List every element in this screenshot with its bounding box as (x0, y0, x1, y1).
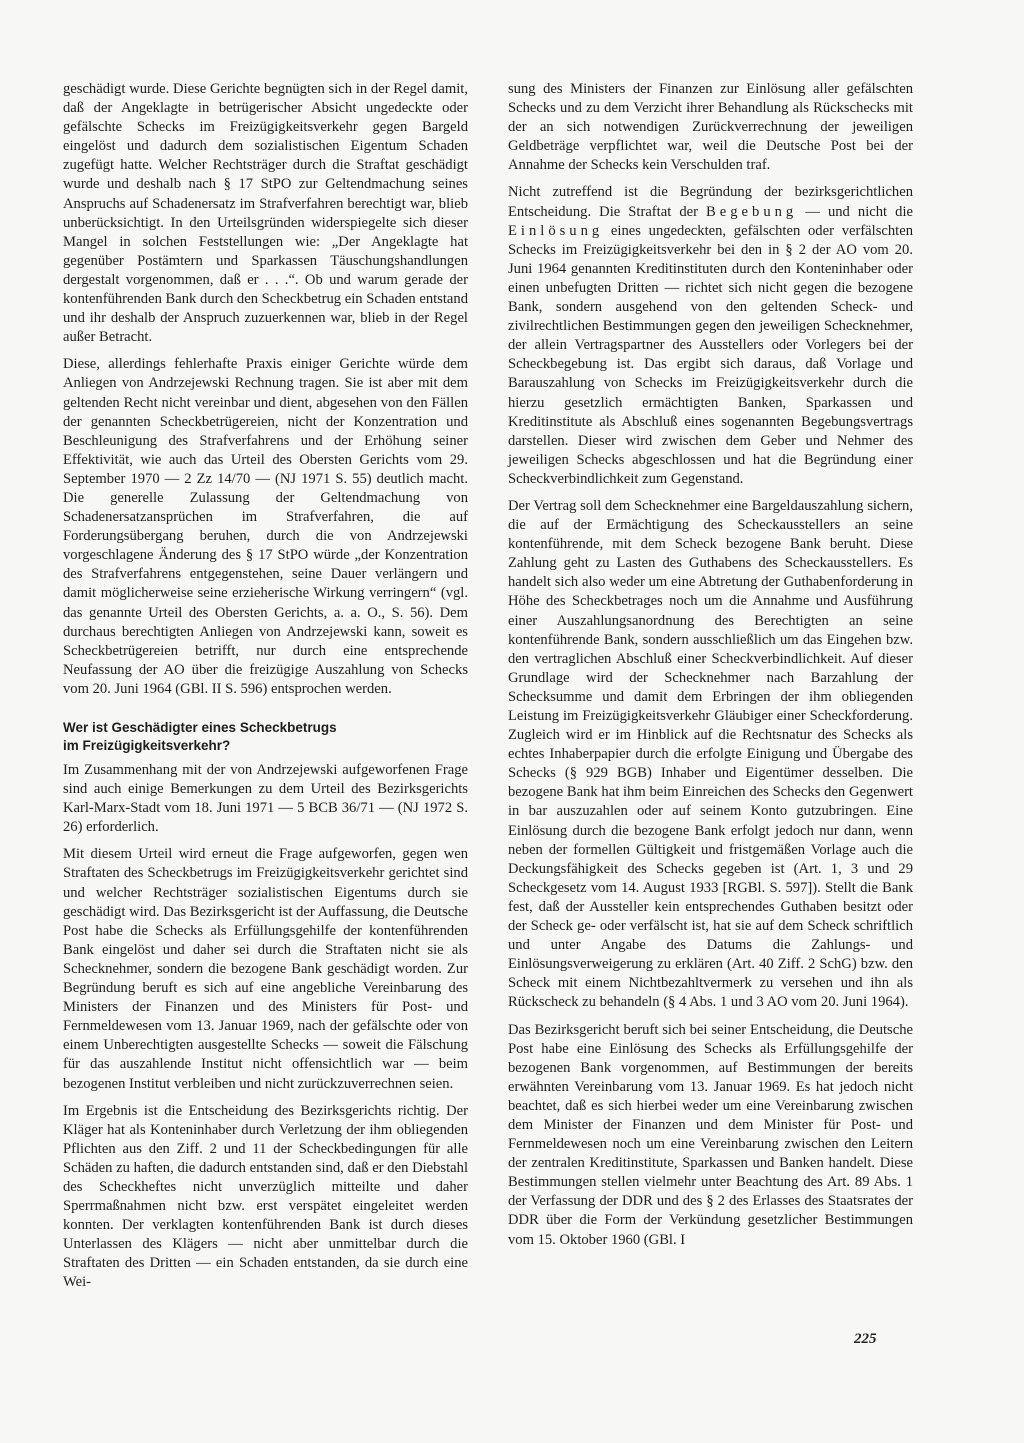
section-heading-line: im Freizügigkeitsverkehr? (63, 738, 231, 753)
paragraph-text: Nicht zutreffend ist die Begründung der bezirksgerichtlichen Entscheidung. Die Straftat der (508, 184, 913, 220)
page-number: 225 (854, 1331, 877, 1347)
emphasized-term: Einlösung (508, 222, 604, 239)
paragraph (508, 183, 913, 489)
paragraph: sung des Ministers der Finanzen zur Einlösung aller gefälschten Schecks und zu dem Verzicht ihrer Behandlung als Rückschecks mit der an sich notwendigen Zurückverrechnung der jeweiligen Geldbeträge verpflichtet war, weil die Deutsche Post bei der Annahme der Schecks kein Verschulden traf. (508, 81, 913, 174)
section-heading (63, 719, 468, 755)
right-column (508, 80, 913, 1258)
paragraph: Mit diesem Urteil wird erneut die Frage aufgeworfen, gegen wen Straftaten des Scheckbetrugs im Freizügigkeitsverkehr gerichtet sind und welcher Rechtsträger sozialistischen Eigentums durch sie geschädigt wird. Das Bezirksgericht ist der Auffassung, die Deutsche Post habe die Schecks als Erfüllungsgehilfe der kontenführenden Bank eingelöst und daher sei durch die Straftaten nicht sie als Schecknehmer, sondern die bezogene Bank geschädigt worden. Zur Begründung beruft es sich auf eine angebliche Vereinbarung des Ministers der Finanzen und des Ministers für Post- und Fernmeldewesen vom 13. Januar 1969, nach der gefälschte oder von einem Unberechtigten ausgestellte Schecks — soweit die Fälschung für das auszahlende Institut nicht offensichtlich war — beim bezogenen Institut verbleiben und nicht zurückzuverrechnen seien. (63, 846, 468, 1092)
paragraph: Im Ergebnis ist die Entscheidung des Bezirksgerichts richtig. Der Kläger hat als Konteninhaber durch Verletzung der ihm obliegenden Pflichten aus den Ziff. 2 und 11 der Scheckbedingungen für alle Schäden zu haften, die dadurch entstanden sind, daß er den Diebstahl des Scheckheftes nicht unverzüglich mitteilte und daher Sperrmaßnahmen nicht bzw. erst verspätet eingeleitet werden konnten. Der verklagten kontenführenden Bank ist durch dieses Unterlassen des Klägers — nicht aber unmittelbar durch die Straftaten des Dritten — ein Schaden entstanden, da sie durch eine Wei- (63, 1102, 468, 1291)
paragraph-text: — und nicht die (797, 203, 913, 220)
paragraph: geschädigt wurde. Diese Gerichte begnügten sich in der Regel damit, daß der Angeklagte in betrügerischer Absicht ungedeckte oder gefälschte Schecks im Freizügigkeitsverkehr gegen Bargeld eingelöst und dadurch dem sozialistischen Eigentum Schaden zugefügt hatte. Welcher Rechtsträger durch die Straftat geschädigt wurde und deshalb nach § 17 StPO zur Geltendmachung seines Anspruchs auf Schadenersatz im Strafverfahren berechtigt war, blieb unberücksichtigt. In den Urteilsgründen widerspiegelte sich dieser Mangel in solchen Feststellungen wie: „Der Angeklagte hat gegenüber Postämtern und Sparkassen Täuschungshandlungen dergestalt vorgenommen, daß er . . .“. Ob und warum gerade der kontenführenden Bank durch den Scheckbetrug ein Schaden entstand und ihr deshalb der Anspruch zuzuerkennen war, blieb in der Regel außer Betracht. (63, 81, 468, 346)
emphasized-term: Begebung (706, 203, 798, 220)
paragraph-text: eines ungedeckten, gefälschten oder verfälschten Schecks im Freizügigkeitsverkehr bei den in § 2 der AO vom 20. Juni 1964 genannten Kreditinstituten durch den Konteninhaber oder einen unbefugten Dritten — richtet sich nicht gegen die bezogene Bank, sondern ausgehend von den geltenden Scheck- und zivilrechtlichen Bestimmungen gegen den jeweiligen Schecknehmer, der allein Vertragspartner des Ausstellers oder Vorlegers bei der Scheckbegebung ist. Das ergibt sich daraus, daß Vorlage und Barauszahlung von Schecks im Freizügigkeitsverkehr durch die hierzu gesetzlich ermächtigten Banken, Sparkassen und Kreditinstitute als Abschluß eines sogenannten Begebungsvertrags darstellen. Dieser wird zwischen dem Geber und Nehmer des jeweiligen Schecks abgeschlossen und hat die Begründung einer Scheckverbindlichkeit zum Gegenstand. (508, 222, 913, 487)
paragraph: Diese, allerdings fehlerhafte Praxis einiger Gerichte würde dem Anliegen von Andrzejewski Rechnung tragen. Sie ist aber mit dem geltenden Recht nicht vereinbar und dient, abgesehen von den Fällen der genannten Scheckbetrügereien, nicht der Konzentration und Beschleunigung des Strafverfahrens und der Erhöhung seiner Effektivität, wie auch das Urteil des Obersten Gerichts vom 29. September 1970 — 2 Zz 14/70 — (NJ 1971 S. 55) deutlich macht. Die generelle Zulassung der Geltendmachung von Schadenersatzansprüchen im Strafverfahren, die auf Forderungsübergang beruhen, durch die von Andrzejewski vorgeschlagene Änderung des § 17 StPO würde „der Konzentration des Strafverfahrens entgegenstehen, seine Dauer verlängern und damit möglicherweise seine erzieherische Wirkung verringern“ (vgl. das genannte Urteil des Obersten Gerichts, a. a. O., S. 56). Dem durchaus berechtigten Anliegen von Andrzejewski kann, soweit es Scheckbetrügereien betrifft, nur durch eine entsprechende Neufassung der AO über die freizügige Auszahlung von Schecks vom 20. Juni 1964 (GBl. II S. 596) entsprochen werden. (63, 356, 468, 697)
paragraph: Der Vertrag soll dem Schecknehmer eine Bargeldauszahlung sichern, die auf der Ermächtigung des Scheckausstellers an seine kontenführende, mit dem Scheck bezogene Bank beruht. Diese Zahlung geht zu Lasten des Guthabens des Scheckausstellers. Es handelt sich also weder um eine Abtretung der Guthabenforderung in Höhe des Scheckbetrages noch um die Annahme und Ausführung einer Auszahlungsanordnung des Berechtigten an seine kontenführende Bank, sondern ausschließlich um das Eingehen bzw. den vertraglichen Abschluß einer Scheckverbindlichkeit. Auf dieser Grundlage wird der Schecknehmer nach Barzahlung der Schecksumme und damit dem Erbringen der ihm obliegenden Leistung im Freizügigkeitsverkehr Gläubiger einer Scheckforderung. Zugleich wird er im Hinblick auf die Rechtsnatur des Schecks als echtes Inhaberpapier durch die erfolgte Einigung und Übergabe des Schecks (§ 929 BGB) Inhaber und Eigentümer desselben. Die bezogene Bank hat ihm beim Einreichen des Schecks den Gegenwert in bar auszuzahlen oder auf seinem Konto gutzubringen. Eine Einlösung durch die bezogene Bank erfolgt jedoch nur dann, wenn neben der formellen Gültigkeit und fristgemäßen Vorlage auch die Deckungsfähigkeit des Schecks gegeben ist (Art. 1, 3 und 29 Scheckgesetz vom 14. August 1933 [RGBl. S. 597]). Stellt die Bank fest, daß der Aussteller kein entsprechendes Guthaben besitzt oder der Scheck ge- oder verfälscht ist, hat sie auf dem Scheck schriftlich und unter Angabe des Datums die Zahlungs- und Einlösungsverweigerung zu erklären (Art. 40 Ziff. 2 SchG) bzw. den Scheck mit einem Nichtbezahltvermerk zu versehen und ihn als Rückscheck zu behandeln (§ 4 Abs. 1 und 3 AO vom 20. Juni 1964). (508, 497, 913, 1011)
paragraph: Im Zusammenhang mit der von Andrzejewski aufgeworfenen Frage sind auch einige Bemerkungen zu dem Urteil des Bezirksgerichts Karl-Marx-Stadt vom 18. Juni 1971 — 5 BCB 36/71 — (NJ 1972 S. 26) erforderlich. (63, 762, 468, 836)
left-column (63, 80, 468, 1301)
section-heading-line: Wer ist Geschädigter eines Scheckbetrugs (63, 720, 337, 735)
paragraph: Das Bezirksgericht beruft sich bei seiner Entscheidung, die Deutsche Post habe eine Einlösung des Schecks als Erfüllungsgehilfe der bezogenen Bank vorgenommen, auf Bestimmungen der bereits erwähnten Vereinbarung vom 13. Januar 1969. Es hat jedoch nicht beachtet, daß es sich hierbei weder um eine Vereinbarung zwischen dem Minister der Finanzen und dem Minister für Post- und Fernmeldewesen noch um eine Vereinbarung zwischen den Leitern der zentralen Kreditinstitute, Sparkassen und Banken handelt. Diese Bestimmungen stellen vielmehr unter Beachtung des Art. 89 Abs. 1 der Verfassung der DDR und des § 2 des Erlasses des Staatsrates der DDR über die Form der Verkündung gesetzlicher Bestimmungen vom 15. Oktober 1960 (GBl. I (508, 1021, 913, 1248)
